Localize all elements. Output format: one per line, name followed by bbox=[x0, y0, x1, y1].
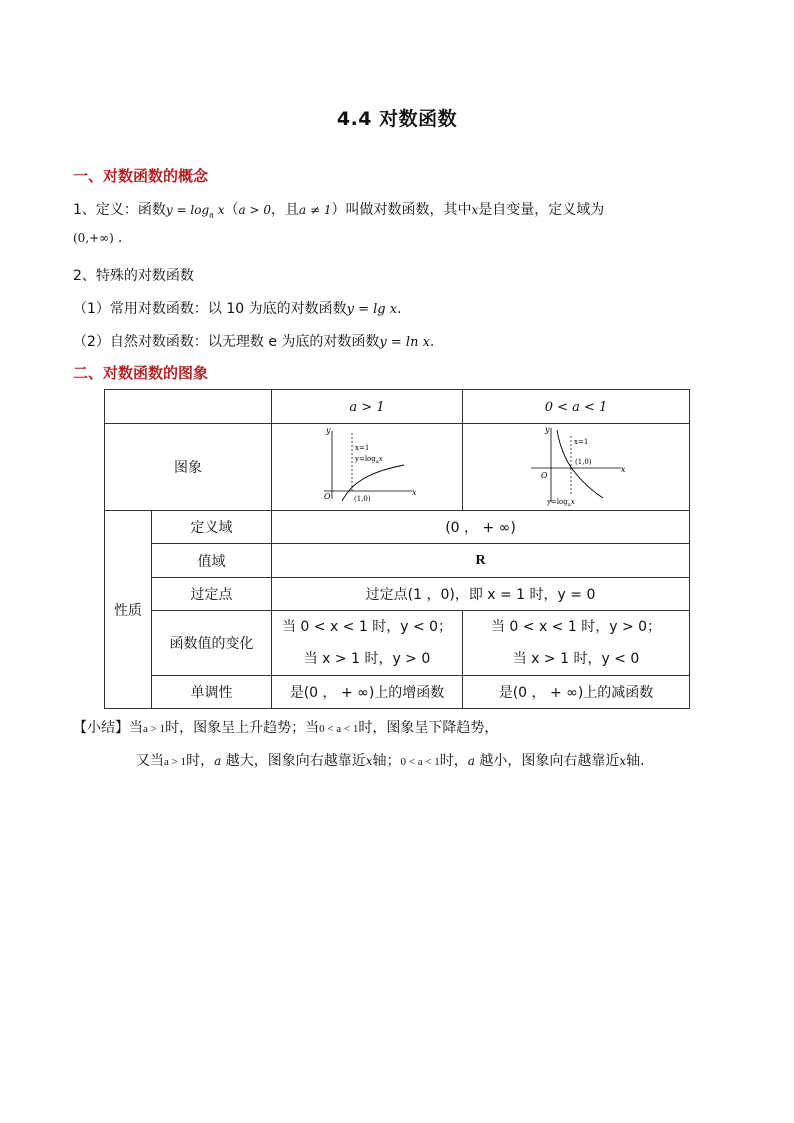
common-log-formula: y = lg x bbox=[346, 302, 398, 317]
table-row-graph bbox=[105, 424, 690, 511]
table-corner-cell bbox=[105, 390, 272, 424]
domain-line: (0,+∞) . bbox=[73, 230, 123, 246]
graph-cell-decreasing bbox=[463, 424, 690, 511]
table-row-monotonicity bbox=[105, 676, 690, 709]
common-log-line: （1）常用对数函数：以 10 为底的对数函数y = lg x. bbox=[73, 301, 402, 317]
graph-left-origin: O bbox=[324, 492, 331, 501]
page-title: 4.4 对数函数 bbox=[336, 108, 458, 130]
row-label-monotonicity: 单调性 bbox=[152, 676, 272, 709]
table-row-domain bbox=[105, 511, 690, 544]
domain-value: (0,+∞) bbox=[73, 231, 114, 245]
monotonicity-decreasing: 是(0 ， + ∞)上的减函数 bbox=[463, 676, 690, 709]
row-label-value-change: 函数值的变化 bbox=[152, 611, 272, 676]
definition-line: 1、定义：函数$y = \log_a x(a > 0$，且a ≠ 1）叫做对数函数，其中x是自变量，定义域为 bbox=[73, 202, 605, 220]
graph-left-y-label: y bbox=[326, 426, 331, 435]
value-change-decreasing: 当 0 < x < 1 时，y > 0； 当 x > 1 时，y < 0 bbox=[463, 611, 690, 676]
definition-prefix: 1、定义：函数 bbox=[73, 202, 166, 218]
row-label-fixed-point: 过定点 bbox=[152, 578, 272, 611]
graph-left-curve-label: $y=\log_ax$ bbox=[355, 455, 383, 465]
increasing-log-graph bbox=[312, 425, 422, 505]
range-cell: R bbox=[272, 544, 690, 578]
graph-right-point: (1,0) bbox=[575, 458, 592, 466]
condition-a-positive: a > 0 bbox=[238, 203, 271, 217]
domain-cell: (0 ， + ∞) bbox=[272, 511, 690, 544]
properties-table bbox=[104, 389, 690, 709]
condition-a-not-one: a ≠ 1 bbox=[299, 203, 332, 217]
natural-log-formula: y = ln x bbox=[379, 335, 430, 350]
graph-right-asymptote: x=1 bbox=[574, 438, 589, 446]
column-header-a-greater-1: a > 1 bbox=[272, 390, 463, 424]
natural-log-line: （2）自然对数函数：以无理数 e 为底的对数函数y = ln x. bbox=[73, 334, 435, 350]
graph-right-y-label: y bbox=[545, 425, 550, 434]
graph-right-curve-label: $y=\log_ax$ bbox=[547, 498, 575, 506]
graph-right-x-label: x bbox=[621, 465, 626, 474]
graph-left-point: (1,0) bbox=[354, 495, 371, 503]
table-header-row bbox=[105, 390, 690, 424]
table-row-range bbox=[105, 544, 690, 578]
graph-left-asymptote: x=1 bbox=[355, 444, 370, 452]
section-heading-concept: 一、对数函数的概念 bbox=[73, 167, 209, 185]
column-header-a-between: 0 < a < 1 bbox=[463, 390, 690, 424]
summary-line-1: 【小结】当a > 1时，图象呈上升趋势；当0 < a < 1时，图象呈下降趋势， bbox=[73, 720, 499, 736]
table-row-value-change bbox=[105, 611, 690, 676]
decreasing-log-graph bbox=[521, 424, 631, 506]
row-label-domain: 定义域 bbox=[152, 511, 272, 544]
section-heading-graph: 二、对数函数的图象 bbox=[73, 364, 209, 382]
special-functions-heading: 2、特殊的对数函数 bbox=[73, 268, 194, 284]
row-label-range: 值域 bbox=[152, 544, 272, 578]
table-row-fixed-point bbox=[105, 578, 690, 611]
graph-left-x-label: x bbox=[412, 488, 417, 497]
graph-right-origin: O bbox=[541, 471, 548, 480]
graph-cell-increasing bbox=[272, 424, 463, 511]
definition-function: $y = \log_a x$ bbox=[165, 203, 225, 220]
row-group-properties: 性质 bbox=[105, 511, 152, 709]
fixed-point-cell: 过定点(1 ，0)，即 x = 1 时，y = 0 bbox=[272, 578, 690, 611]
summary-line-2: 又当a > 1时，a 越大，图象向右越靠近x轴；0 < a < 1时，a 越小，图象向右越靠近x轴. bbox=[136, 753, 645, 769]
row-label-graph: 图象 bbox=[105, 424, 272, 511]
value-change-increasing: 当 0 < x < 1 时，y < 0； 当 x > 1 时，y > 0 bbox=[272, 611, 463, 676]
monotonicity-increasing: 是(0 ， + ∞)上的增函数 bbox=[272, 676, 463, 709]
